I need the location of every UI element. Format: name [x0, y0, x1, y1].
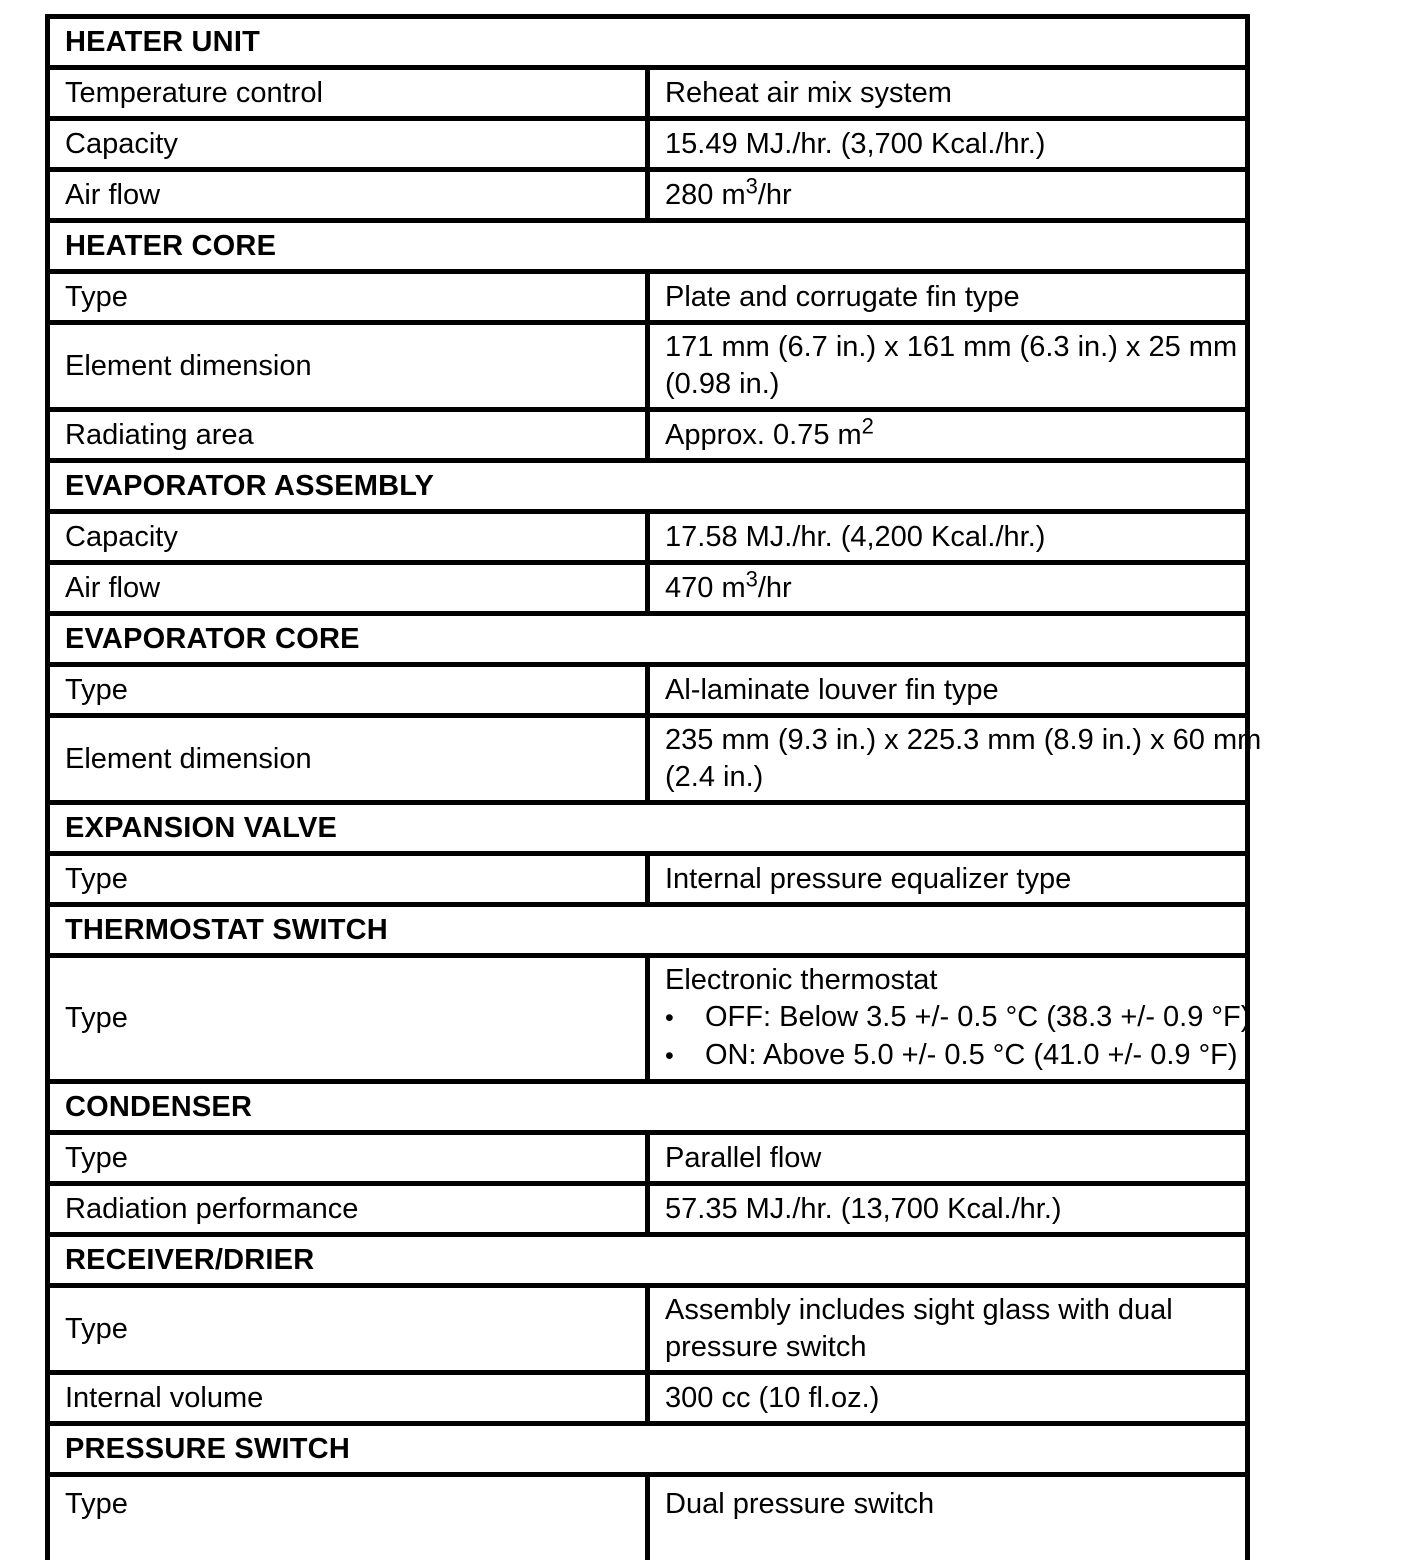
value-text: 171 mm (6.7 in.) x 161 mm (6.3 in.) x 25 mm: [665, 331, 1237, 363]
spec-label: Type: [48, 1286, 648, 1373]
spec-value: [648, 119, 1248, 170]
spec-value: [648, 410, 1248, 461]
spec-value-line: [665, 519, 1230, 556]
spec-document-page: [45, 14, 1252, 1476]
spec-value-line: [665, 366, 1230, 403]
spec-label: Air flow: [48, 170, 648, 221]
spec-value-line: [665, 962, 1230, 999]
value-text: 235 mm (9.3 in.) x 225.3 mm (8.9 in.) x 60 mm: [665, 724, 1261, 756]
value-text: OFF: Below 3.5 +/- 0.5 °C (38.3 +/- 0.9 °F): [705, 1001, 1250, 1033]
section-title: EVAPORATOR ASSEMBLY: [48, 461, 1248, 512]
spec-table-body: [48, 17, 1248, 1560]
spec-value-line: [665, 999, 1230, 1037]
spec-value-line: [665, 672, 1230, 709]
spec-label: Type: [48, 665, 648, 716]
section-title: RECEIVER/DRIER: [48, 1235, 1248, 1286]
spec-label: Element dimension: [48, 323, 648, 410]
spec-value: [648, 272, 1248, 323]
spec-label: Type: [48, 854, 648, 905]
spec-label: Capacity: [48, 119, 648, 170]
spec-label: Internal volume: [48, 1373, 648, 1424]
value-text: ON: Above 5.0 +/- 0.5 °C (41.0 +/- 0.9 °F): [705, 1039, 1238, 1071]
spec-value: [648, 323, 1248, 410]
bullet-marker: •: [665, 1000, 705, 1037]
spec-row: [48, 854, 1248, 905]
spec-value-line: [665, 177, 1230, 214]
spec-value-line: [665, 126, 1230, 163]
spec-value: [648, 1475, 1248, 1560]
value-text: Assembly includes sight glass with dual: [665, 1294, 1173, 1326]
spec-value-line: [665, 279, 1230, 316]
spec-value-line: [665, 1486, 1230, 1523]
value-text: Parallel flow: [665, 1142, 821, 1174]
spec-value-line: [665, 1140, 1230, 1177]
spec-label: Capacity: [48, 512, 648, 563]
spec-value: [648, 170, 1248, 221]
spec-row: [48, 170, 1248, 221]
value-text: Plate and corrugate fin type: [665, 281, 1020, 313]
spec-label: Type: [48, 956, 648, 1082]
value-text: 57.35 MJ./hr. (13,700 Kcal./hr.): [665, 1193, 1062, 1225]
spec-row: [48, 1373, 1248, 1424]
value-text: Approx. 0.75 m: [665, 419, 862, 451]
spec-label: Air flow: [48, 563, 648, 614]
section-title: THERMOSTAT SWITCH: [48, 905, 1248, 956]
spec-value: [648, 1373, 1248, 1424]
superscript-text: 3: [746, 566, 758, 591]
spec-row: [48, 119, 1248, 170]
value-text: Al-laminate louver fin type: [665, 674, 999, 706]
spec-value-line: [665, 1380, 1230, 1417]
section-title: EVAPORATOR CORE: [48, 614, 1248, 665]
spec-value-line: [665, 1037, 1230, 1075]
spec-label: Radiation performance: [48, 1184, 648, 1235]
spec-row: [48, 1184, 1248, 1235]
superscript-text: 2: [862, 413, 874, 438]
spec-row: [48, 512, 1248, 563]
spec-value: [648, 716, 1248, 803]
spec-label: Type: [48, 1133, 648, 1184]
section-header-row: [48, 1235, 1248, 1286]
spec-label: Type: [48, 1475, 648, 1560]
value-text: (2.4 in.): [665, 761, 763, 793]
spec-value: [648, 563, 1248, 614]
spec-row: [48, 956, 1248, 1082]
section-header-row: [48, 17, 1248, 68]
spec-row: [48, 563, 1248, 614]
spec-label: Type: [48, 272, 648, 323]
spec-value-line: [665, 329, 1230, 366]
spec-label: Radiating area: [48, 410, 648, 461]
section-header-row: [48, 905, 1248, 956]
spec-value-line: [665, 417, 1230, 454]
spec-label: Element dimension: [48, 716, 648, 803]
value-text: 280 m: [665, 179, 746, 211]
spec-value-line: [665, 759, 1230, 796]
spec-value: [648, 1286, 1248, 1373]
section-header-row: [48, 221, 1248, 272]
value-text: 17.58 MJ./hr. (4,200 Kcal./hr.): [665, 521, 1045, 553]
section-header-row: [48, 614, 1248, 665]
spec-label: Temperature control: [48, 68, 648, 119]
spec-value: [648, 512, 1248, 563]
section-title: EXPANSION VALVE: [48, 803, 1248, 854]
spec-row: [48, 1133, 1248, 1184]
hvac-spec-table: [45, 14, 1250, 1560]
superscript-text: 3: [746, 173, 758, 198]
bullet-marker: •: [665, 1038, 705, 1075]
spec-row: [48, 68, 1248, 119]
spec-row: [48, 410, 1248, 461]
spec-value-line: [665, 75, 1230, 112]
value-text: /hr: [758, 179, 792, 211]
value-text: /hr: [758, 572, 792, 604]
value-text: Dual pressure switch: [665, 1488, 934, 1520]
section-header-row: [48, 1424, 1248, 1475]
spec-value: [648, 68, 1248, 119]
section-title: HEATER CORE: [48, 221, 1248, 272]
value-text: Reheat air mix system: [665, 77, 952, 109]
spec-value-line: [665, 861, 1230, 898]
section-title: CONDENSER: [48, 1082, 1248, 1133]
section-header-row: [48, 803, 1248, 854]
spec-value-line: [665, 722, 1230, 759]
value-text: Electronic thermostat: [665, 964, 937, 996]
spec-value-line: [665, 1191, 1230, 1228]
spec-row: [48, 1286, 1248, 1373]
spec-value: [648, 956, 1248, 1082]
spec-value-line: [665, 1329, 1230, 1366]
value-text: 15.49 MJ./hr. (3,700 Kcal./hr.): [665, 128, 1045, 160]
value-text: (0.98 in.): [665, 368, 779, 400]
spec-value-line: [665, 1292, 1230, 1329]
section-title: HEATER UNIT: [48, 17, 1248, 68]
section-title: PRESSURE SWITCH: [48, 1424, 1248, 1475]
spec-value: [648, 854, 1248, 905]
section-header-row: [48, 1082, 1248, 1133]
value-text: 300 cc (10 fl.oz.): [665, 1382, 879, 1414]
spec-row: [48, 665, 1248, 716]
spec-row: [48, 272, 1248, 323]
spec-row: [48, 1475, 1248, 1560]
spec-value: [648, 665, 1248, 716]
spec-value: [648, 1133, 1248, 1184]
spec-row: [48, 716, 1248, 803]
spec-value: [648, 1184, 1248, 1235]
spec-value-line: [665, 570, 1230, 607]
value-text: Internal pressure equalizer type: [665, 863, 1071, 895]
section-header-row: [48, 461, 1248, 512]
value-text: pressure switch: [665, 1331, 866, 1363]
value-text: 470 m: [665, 572, 746, 604]
spec-row: [48, 323, 1248, 410]
